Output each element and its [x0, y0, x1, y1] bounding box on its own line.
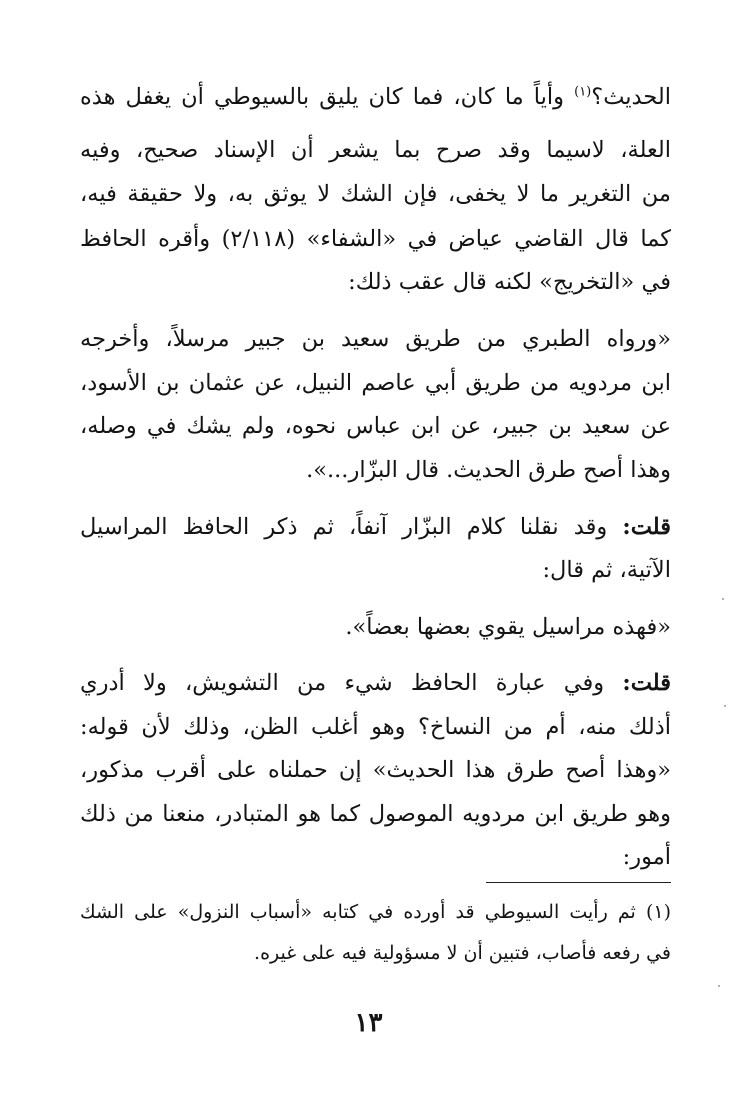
text-fragment: وفي عبارة الحافظ شيء من التشويش، ولا أدري	[80, 670, 623, 696]
text-line: «ورواه الطبري من طريق سعيد بن جبير مرسلاً، وأخرجه	[80, 326, 671, 352]
bold-label: قلت:	[622, 670, 671, 696]
text-line: الآتية، ثم قال:	[542, 557, 671, 583]
text-line	[80, 666, 671, 706]
text-line: في «التخريج» لكنه قال عقب ذلك:	[348, 269, 671, 295]
text-fragment: وقد نقلنا كلام البزّار آنفاً، ثم ذكر الحافظ المراسيل	[80, 514, 623, 540]
text-line: أذلك منه، أم من النساخ؟ وهو أغلب الظن، وذلك لأن قوله:	[80, 714, 671, 740]
scan-speck	[724, 705, 726, 707]
scan-speck	[722, 598, 724, 600]
text-line: كما قال القاضي عياض في «الشفاء» (٢/١١٨) وأقره الحافظ	[80, 226, 671, 252]
footnote-line: (١) ثم رأيت السيوطي قد أورده في كتابه «أسباب النزول» على الشك	[80, 901, 671, 923]
bold-label: قلت:	[622, 514, 671, 540]
footnote-separator	[486, 882, 671, 883]
text-fragment: الحديث؟	[591, 84, 671, 110]
text-line: العلة، لاسيما وقد صرح بما يشعر أن الإسناد صحيح، وفيه	[80, 137, 671, 163]
text-line: «فهذه مراسيل يقوي بعضها بعضاً».	[345, 614, 671, 640]
text-line	[80, 510, 671, 550]
text-line: أمور:	[622, 844, 671, 870]
footnote-line: في رفعه فأصاب، فتبين أن لا مسؤولية فيه على غيره.	[254, 942, 671, 964]
text-line: ابن مردويه من طريق أبي عاصم النبيل، عن عثمان بن الأسود،	[80, 370, 671, 396]
text-line	[80, 80, 671, 120]
page-number: ١٣	[354, 1008, 383, 1038]
text-line: «وهذا أصح طرق هذا الحديث» إن حملناه على أقرب مذكور،	[80, 757, 671, 783]
text-line: من التغرير ما لا يخفى، فإن الشك لا يوثق به، ولا حقيقة فيه،	[80, 181, 671, 207]
text-line: وهو طريق ابن مردويه الموصول كما هو المتبادر، منعنا من ذلك	[80, 801, 671, 827]
scan-speck	[718, 985, 720, 987]
text-line: عن سعيد بن جبير، عن ابن عباس نحوه، ولم يشك في وصله،	[80, 413, 671, 439]
text-fragment: وأياً ما كان، فما كان يليق بالسيوطي أن يغفل هذه	[80, 84, 575, 110]
text-line: وهذا أصح طرق الحديث. قال البزّار...».	[306, 457, 671, 483]
footnote-reference: (١)	[574, 84, 592, 100]
